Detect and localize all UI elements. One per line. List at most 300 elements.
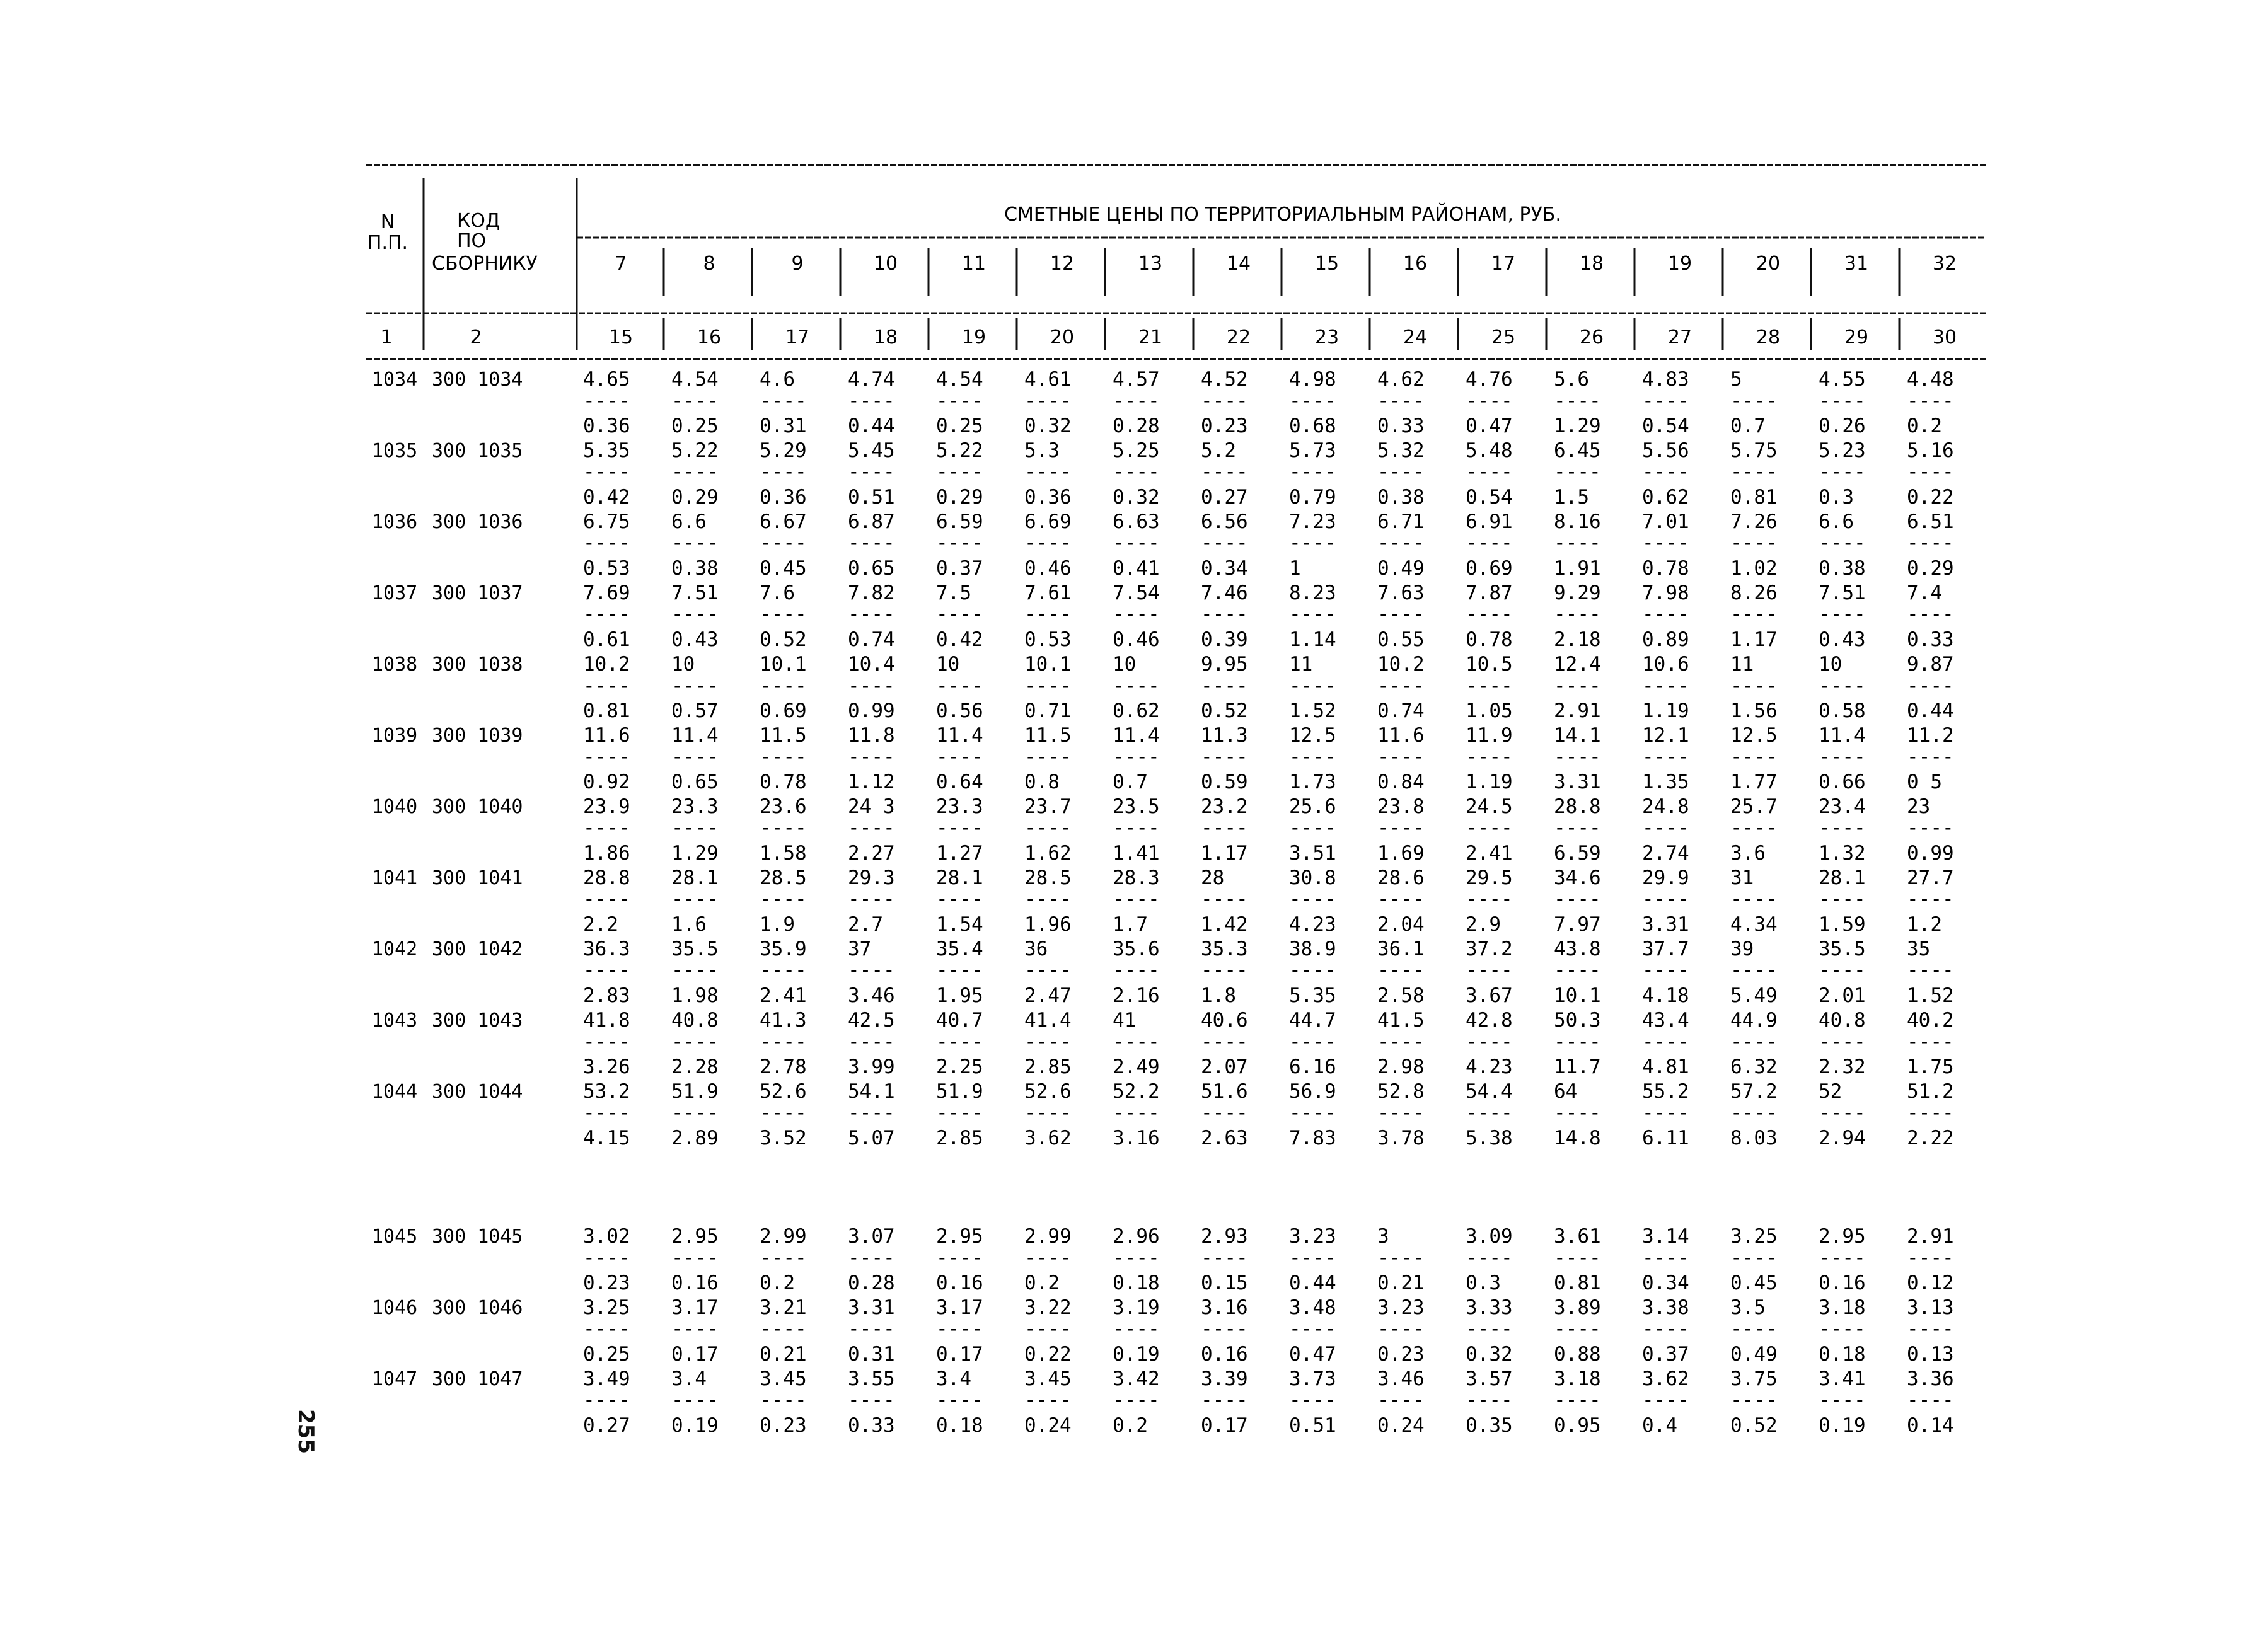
fraction-bar: ---- bbox=[760, 389, 807, 412]
price-value: 2.95 bbox=[1819, 1225, 1866, 1248]
header-col-num-line1: N bbox=[380, 211, 395, 233]
price-value: 23.4 bbox=[1819, 795, 1866, 818]
below-bar-value: 2.04 bbox=[1377, 913, 1425, 936]
row-number: 1045 bbox=[372, 1226, 418, 1248]
district-header-9: 9 bbox=[791, 253, 804, 275]
below-bar-value: 3.26 bbox=[583, 1056, 630, 1078]
below-bar-value: 0.4 bbox=[1642, 1414, 1677, 1437]
below-bar-value: 0.42 bbox=[936, 628, 983, 651]
price-value: 11.2 bbox=[1907, 724, 1954, 747]
below-bar-value: 1.91 bbox=[1554, 557, 1601, 580]
fraction-bar: ---- bbox=[936, 746, 983, 768]
fraction-bar: ---- bbox=[848, 603, 895, 626]
price-value: 6.91 bbox=[1466, 510, 1513, 533]
below-bar-value: 0.92 bbox=[583, 771, 630, 793]
fraction-bar: ---- bbox=[1289, 461, 1336, 483]
table-row bbox=[372, 867, 1954, 936]
below-bar-value: 0.59 bbox=[1201, 771, 1248, 793]
below-bar-value: 1.32 bbox=[1819, 842, 1866, 865]
price-value: 24.8 bbox=[1642, 795, 1689, 818]
fraction-bar: ---- bbox=[1554, 532, 1601, 555]
below-bar-value: 3.62 bbox=[1024, 1127, 1072, 1149]
fraction-bar: ---- bbox=[671, 461, 719, 483]
fraction-bar: ---- bbox=[583, 817, 630, 839]
fraction-bar: ---- bbox=[1730, 1247, 1778, 1269]
fraction-bar: ---- bbox=[1554, 746, 1601, 768]
below-bar-value: 1.02 bbox=[1730, 557, 1778, 580]
price-value: 3.45 bbox=[760, 1368, 807, 1390]
fraction-bar: ---- bbox=[1466, 532, 1513, 555]
below-bar-value: 0.23 bbox=[1377, 1343, 1425, 1366]
below-bar-value: 0.36 bbox=[760, 486, 807, 509]
price-value: 3.21 bbox=[760, 1296, 807, 1319]
index-header-26: 26 bbox=[1579, 326, 1604, 348]
fraction-bar: ---- bbox=[1730, 389, 1778, 412]
price-value: 3.45 bbox=[1024, 1368, 1072, 1390]
price-value: 7.54 bbox=[1113, 582, 1160, 604]
fraction-bar: ---- bbox=[848, 1247, 895, 1269]
fraction-bar: ---- bbox=[583, 1247, 630, 1269]
fraction-bar: ---- bbox=[1377, 461, 1425, 483]
price-value: 40.6 bbox=[1201, 1009, 1248, 1032]
row-code: 300 1046 bbox=[432, 1297, 523, 1319]
fraction-bar: ---- bbox=[1466, 1030, 1513, 1053]
price-value: 53.2 bbox=[583, 1080, 630, 1103]
fraction-bar: ---- bbox=[1201, 1318, 1248, 1340]
fraction-bar: ---- bbox=[1377, 888, 1425, 911]
below-bar-value: 0.81 bbox=[583, 700, 630, 722]
fraction-bar: ---- bbox=[1819, 603, 1866, 626]
row-number: 1043 bbox=[372, 1010, 418, 1032]
below-bar-value: 2.74 bbox=[1642, 842, 1689, 865]
price-value: 5.35 bbox=[583, 439, 630, 462]
price-value: 6.87 bbox=[848, 510, 895, 533]
below-bar-value: 3.6 bbox=[1730, 842, 1766, 865]
fraction-bar: ---- bbox=[583, 461, 630, 483]
fraction-bar: ---- bbox=[1819, 674, 1866, 697]
fraction-bar: ---- bbox=[1907, 1030, 1954, 1053]
price-value: 3.31 bbox=[848, 1296, 895, 1319]
price-value: 43.8 bbox=[1554, 938, 1601, 960]
index-header-21: 21 bbox=[1138, 326, 1163, 348]
below-bar-value: 4.23 bbox=[1289, 913, 1336, 936]
below-bar-value: 0.19 bbox=[671, 1414, 719, 1437]
fraction-bar: ---- bbox=[1113, 959, 1160, 982]
fraction-bar: ---- bbox=[1113, 1102, 1160, 1124]
fraction-bar: ---- bbox=[583, 888, 630, 911]
below-bar-value: 1.77 bbox=[1730, 771, 1778, 793]
table-row bbox=[372, 1225, 1954, 1294]
price-value: 5.22 bbox=[671, 439, 719, 462]
price-value: 4.83 bbox=[1642, 368, 1689, 391]
price-value: 2.91 bbox=[1907, 1225, 1954, 1248]
fraction-bar: ---- bbox=[671, 603, 719, 626]
price-value: 44.9 bbox=[1730, 1009, 1778, 1032]
fraction-bar: ---- bbox=[1201, 1247, 1248, 1269]
below-bar-value: 1.96 bbox=[1024, 913, 1072, 936]
fraction-bar: ---- bbox=[1113, 888, 1160, 911]
below-bar-value: 0.46 bbox=[1113, 628, 1160, 651]
district-header-12: 12 bbox=[1050, 253, 1075, 275]
price-value: 6.75 bbox=[583, 510, 630, 533]
price-value: 28.1 bbox=[1819, 867, 1866, 889]
below-bar-value: 0.62 bbox=[1113, 700, 1160, 722]
price-value: 3.89 bbox=[1554, 1296, 1601, 1319]
fraction-bar: ---- bbox=[936, 888, 983, 911]
table-body bbox=[372, 368, 1954, 1437]
price-value: 51.6 bbox=[1201, 1080, 1248, 1103]
below-bar-value: 0.81 bbox=[1730, 486, 1778, 509]
below-bar-value: 5.49 bbox=[1730, 984, 1778, 1007]
fraction-bar: ---- bbox=[1024, 1389, 1072, 1412]
fraction-bar: ---- bbox=[1289, 817, 1336, 839]
below-bar-value: 0.88 bbox=[1554, 1343, 1601, 1366]
below-bar-value: 0.15 bbox=[1201, 1272, 1248, 1294]
price-value: 41.5 bbox=[1377, 1009, 1425, 1032]
fraction-bar: ---- bbox=[1730, 1030, 1778, 1053]
below-bar-value: 0.24 bbox=[1024, 1414, 1072, 1437]
price-value: 3.17 bbox=[671, 1296, 719, 1319]
price-value: 3.02 bbox=[583, 1225, 630, 1248]
fraction-bar: ---- bbox=[848, 461, 895, 483]
price-value: 6.67 bbox=[760, 510, 807, 533]
fraction-bar: ---- bbox=[1730, 959, 1778, 982]
below-bar-value: 2.22 bbox=[1907, 1127, 1954, 1149]
price-value: 28.5 bbox=[1024, 867, 1072, 889]
fraction-bar: ---- bbox=[1907, 461, 1954, 483]
district-header-32: 32 bbox=[1932, 253, 1957, 275]
fraction-bar: ---- bbox=[1642, 817, 1689, 839]
below-bar-value: 0.21 bbox=[1377, 1272, 1425, 1294]
fraction-bar: ---- bbox=[1730, 461, 1778, 483]
price-value: 3.07 bbox=[848, 1225, 895, 1248]
below-bar-value: 6.11 bbox=[1642, 1127, 1689, 1149]
table-row bbox=[372, 724, 1954, 793]
table-row bbox=[372, 582, 1954, 651]
price-value: 12.5 bbox=[1730, 724, 1778, 747]
price-value: 12.4 bbox=[1554, 653, 1601, 676]
fraction-bar: ---- bbox=[1201, 603, 1248, 626]
fraction-bar: ---- bbox=[1201, 1102, 1248, 1124]
price-value: 2.99 bbox=[760, 1225, 807, 1248]
row-code: 300 1038 bbox=[432, 654, 523, 676]
index-header-25: 25 bbox=[1491, 326, 1516, 348]
price-value: 27.7 bbox=[1907, 867, 1954, 889]
below-bar-value: 0.74 bbox=[848, 628, 895, 651]
price-value: 23.5 bbox=[1113, 795, 1160, 818]
price-value: 7.63 bbox=[1377, 582, 1425, 604]
price-value: 40.8 bbox=[671, 1009, 719, 1032]
price-value: 28 bbox=[1201, 867, 1225, 889]
price-value: 5.75 bbox=[1730, 439, 1778, 462]
fraction-bar: ---- bbox=[671, 959, 719, 982]
fraction-bar: ---- bbox=[583, 1318, 630, 1340]
below-bar-value: 1.19 bbox=[1466, 771, 1513, 793]
price-value: 54.4 bbox=[1466, 1080, 1513, 1103]
fraction-bar: ---- bbox=[936, 532, 983, 555]
fraction-bar: ---- bbox=[936, 817, 983, 839]
price-value: 4.62 bbox=[1377, 368, 1425, 391]
price-value: 7.4 bbox=[1907, 582, 1942, 604]
below-bar-value: 0.14 bbox=[1907, 1414, 1954, 1437]
below-bar-value: 5.38 bbox=[1466, 1127, 1513, 1149]
price-value: 3.73 bbox=[1289, 1368, 1336, 1390]
below-bar-value: 7.83 bbox=[1289, 1127, 1336, 1149]
below-bar-value: 0.33 bbox=[1377, 415, 1425, 437]
price-value: 7.01 bbox=[1642, 510, 1689, 533]
fraction-bar: ---- bbox=[1642, 959, 1689, 982]
below-bar-value: 1.41 bbox=[1113, 842, 1160, 865]
fraction-bar: ---- bbox=[671, 1030, 719, 1053]
price-value: 11.6 bbox=[583, 724, 630, 747]
fraction-bar: ---- bbox=[1554, 1247, 1601, 1269]
price-value: 30.8 bbox=[1289, 867, 1336, 889]
price-value: 37 bbox=[848, 938, 872, 960]
below-bar-value: 0.8 bbox=[1024, 771, 1060, 793]
price-value: 9.29 bbox=[1554, 582, 1601, 604]
below-bar-value: 0.81 bbox=[1554, 1272, 1601, 1294]
price-value: 3.18 bbox=[1819, 1296, 1866, 1319]
price-value: 3.25 bbox=[1730, 1225, 1778, 1248]
price-value: 36 bbox=[1024, 938, 1048, 960]
row-number: 1042 bbox=[372, 938, 418, 960]
table-row bbox=[372, 1296, 1954, 1366]
fraction-bar: ---- bbox=[1289, 1247, 1336, 1269]
price-value: 8.26 bbox=[1730, 582, 1778, 604]
below-bar-value: 3.31 bbox=[1642, 913, 1689, 936]
price-value: 11 bbox=[1289, 653, 1313, 676]
fraction-bar: ---- bbox=[1819, 389, 1866, 412]
below-bar-value: 3.52 bbox=[760, 1127, 807, 1149]
price-value: 8.16 bbox=[1554, 510, 1601, 533]
price-value: 12.1 bbox=[1642, 724, 1689, 747]
below-bar-value: 0.19 bbox=[1819, 1414, 1866, 1437]
below-bar-value: 0.55 bbox=[1377, 628, 1425, 651]
fraction-bar: ---- bbox=[1113, 1318, 1160, 1340]
price-value: 11.9 bbox=[1466, 724, 1513, 747]
fraction-bar: ---- bbox=[1819, 888, 1866, 911]
price-value: 10.4 bbox=[848, 653, 895, 676]
header-title: СМЕТНЫЕ ЦЕНЫ ПО ТЕРРИТОРИАЛЬНЫМ РАЙОНАМ, РУБ. bbox=[1004, 204, 1561, 226]
fraction-bar: ---- bbox=[1466, 746, 1513, 768]
below-bar-value: 0.68 bbox=[1289, 415, 1336, 437]
fraction-bar: ---- bbox=[1201, 959, 1248, 982]
below-bar-value: 2.01 bbox=[1819, 984, 1866, 1007]
price-value: 5.45 bbox=[848, 439, 895, 462]
below-bar-value: 2.27 bbox=[848, 842, 895, 865]
below-bar-value: 0.41 bbox=[1113, 557, 1160, 580]
below-bar-value: 3.78 bbox=[1377, 1127, 1425, 1149]
below-bar-value: 0.16 bbox=[1819, 1272, 1866, 1294]
below-bar-value: 2.25 bbox=[936, 1056, 983, 1078]
fraction-bar: ---- bbox=[760, 1247, 807, 1269]
price-value: 5.25 bbox=[1113, 439, 1160, 462]
fraction-bar: ---- bbox=[1201, 746, 1248, 768]
fraction-bar: ---- bbox=[1642, 389, 1689, 412]
fraction-bar: ---- bbox=[848, 1389, 895, 1412]
header-col-num-line2: П.П. bbox=[367, 232, 408, 254]
below-bar-value: 1.2 bbox=[1907, 913, 1942, 936]
fraction-bar: ---- bbox=[1819, 1102, 1866, 1124]
price-value: 38.9 bbox=[1289, 938, 1336, 960]
below-bar-value: 14.8 bbox=[1554, 1127, 1601, 1149]
below-bar-value: 1.56 bbox=[1730, 700, 1778, 722]
fraction-bar: ---- bbox=[760, 1102, 807, 1124]
fraction-bar: ---- bbox=[760, 817, 807, 839]
fraction-bar: ---- bbox=[1730, 817, 1778, 839]
price-value: 35.3 bbox=[1201, 938, 1248, 960]
price-value: 7.98 bbox=[1642, 582, 1689, 604]
below-bar-value: 2.2 bbox=[583, 913, 618, 936]
table-row bbox=[372, 1009, 1954, 1078]
fraction-bar: ---- bbox=[760, 532, 807, 555]
below-bar-value: 1.29 bbox=[1554, 415, 1601, 437]
price-value: 28.6 bbox=[1377, 867, 1425, 889]
row-number: 1036 bbox=[372, 511, 418, 533]
price-value: 10.6 bbox=[1642, 653, 1689, 676]
below-bar-value: 0.2 bbox=[1113, 1414, 1148, 1437]
below-bar-value: 5.35 bbox=[1289, 984, 1336, 1007]
below-bar-value: 2.58 bbox=[1377, 984, 1425, 1007]
fraction-bar: ---- bbox=[1024, 461, 1072, 483]
fraction-bar: ---- bbox=[1113, 1030, 1160, 1053]
price-value: 28.3 bbox=[1113, 867, 1160, 889]
fraction-bar: ---- bbox=[583, 959, 630, 982]
below-bar-value: 0.38 bbox=[1819, 557, 1866, 580]
below-bar-value: 2.47 bbox=[1024, 984, 1072, 1007]
below-bar-value: 2.78 bbox=[760, 1056, 807, 1078]
row-number: 1037 bbox=[372, 582, 418, 604]
fraction-bar: ---- bbox=[936, 461, 983, 483]
fraction-bar: ---- bbox=[1907, 746, 1954, 768]
below-bar-value: 8.03 bbox=[1730, 1127, 1778, 1149]
below-bar-value: 0.2 bbox=[1024, 1272, 1060, 1294]
row-code: 300 1034 bbox=[432, 369, 523, 391]
fraction-bar: ---- bbox=[671, 674, 719, 697]
row-number: 1039 bbox=[372, 725, 418, 747]
below-bar-value: 1.35 bbox=[1642, 771, 1689, 793]
fraction-bar: ---- bbox=[671, 1318, 719, 1340]
below-bar-value: 0.52 bbox=[1201, 700, 1248, 722]
price-value: 3.62 bbox=[1642, 1368, 1689, 1390]
price-value: 5 bbox=[1730, 368, 1742, 391]
price-value: 44.7 bbox=[1289, 1009, 1336, 1032]
price-value: 3.36 bbox=[1907, 1368, 1954, 1390]
below-bar-value: 0.99 bbox=[848, 700, 895, 722]
below-bar-value: 3.16 bbox=[1113, 1127, 1160, 1149]
fraction-bar: ---- bbox=[1377, 746, 1425, 768]
district-header-8: 8 bbox=[703, 253, 715, 275]
fraction-bar: ---- bbox=[1730, 1389, 1778, 1412]
price-value: 3.19 bbox=[1113, 1296, 1160, 1319]
below-bar-value: 0.16 bbox=[936, 1272, 983, 1294]
price-value: 50.3 bbox=[1554, 1009, 1601, 1032]
price-value: 23.6 bbox=[760, 795, 807, 818]
price-value: 29.9 bbox=[1642, 867, 1689, 889]
header-code-line3: СБОРНИКУ bbox=[432, 253, 538, 275]
fraction-bar: ---- bbox=[1377, 1102, 1425, 1124]
price-value: 6.45 bbox=[1554, 439, 1601, 462]
below-bar-value: 0.24 bbox=[1377, 1414, 1425, 1437]
below-bar-value: 0.79 bbox=[1289, 486, 1336, 509]
fraction-bar: ---- bbox=[1377, 817, 1425, 839]
fraction-bar: ---- bbox=[583, 1030, 630, 1053]
price-value: 3.13 bbox=[1907, 1296, 1954, 1319]
fraction-bar: ---- bbox=[848, 817, 895, 839]
below-bar-value: 0.21 bbox=[760, 1343, 807, 1366]
fraction-bar: ---- bbox=[1113, 1247, 1160, 1269]
fraction-bar: ---- bbox=[1113, 746, 1160, 768]
price-value: 3.33 bbox=[1466, 1296, 1513, 1319]
below-bar-value: 0.22 bbox=[1024, 1343, 1072, 1366]
district-header-14: 14 bbox=[1226, 253, 1251, 275]
fraction-bar: ---- bbox=[1201, 888, 1248, 911]
below-bar-value: 0.53 bbox=[1024, 628, 1072, 651]
price-value: 6.51 bbox=[1907, 510, 1954, 533]
below-bar-value: 0.58 bbox=[1819, 700, 1866, 722]
fraction-bar: ---- bbox=[760, 603, 807, 626]
index-header-30: 30 bbox=[1932, 326, 1957, 348]
price-value: 55.2 bbox=[1642, 1080, 1689, 1103]
district-header-31: 31 bbox=[1844, 253, 1869, 275]
index-header-18: 18 bbox=[873, 326, 898, 348]
fraction-bar: ---- bbox=[1819, 1247, 1866, 1269]
price-value: 10 bbox=[936, 653, 960, 676]
below-bar-value: 1.69 bbox=[1377, 842, 1425, 865]
below-bar-value: 0.47 bbox=[1289, 1343, 1336, 1366]
below-bar-value: 0.32 bbox=[1466, 1343, 1513, 1366]
below-bar-value: 11.7 bbox=[1554, 1056, 1601, 1078]
price-value: 3.57 bbox=[1466, 1368, 1513, 1390]
below-bar-value: 0.27 bbox=[1201, 486, 1248, 509]
price-value: 52.2 bbox=[1113, 1080, 1160, 1103]
fraction-bar: ---- bbox=[1377, 1247, 1425, 1269]
below-bar-value: 4.34 bbox=[1730, 913, 1778, 936]
below-bar-value: 0.47 bbox=[1466, 415, 1513, 437]
fraction-bar: ---- bbox=[1730, 1318, 1778, 1340]
fraction-bar: ---- bbox=[1642, 1247, 1689, 1269]
below-bar-value: 2.28 bbox=[671, 1056, 719, 1078]
price-value: 9.87 bbox=[1907, 653, 1954, 676]
below-bar-value: 2.7 bbox=[848, 913, 883, 936]
index-header-23: 23 bbox=[1314, 326, 1339, 348]
below-bar-value: 0 5 bbox=[1907, 771, 1942, 793]
price-value: 51.9 bbox=[671, 1080, 719, 1103]
fraction-bar: ---- bbox=[1289, 674, 1336, 697]
below-bar-value: 0.3 bbox=[1819, 486, 1854, 509]
fraction-bar: ---- bbox=[760, 674, 807, 697]
price-value: 36.1 bbox=[1377, 938, 1425, 960]
price-value: 12.5 bbox=[1289, 724, 1336, 747]
price-value: 7.61 bbox=[1024, 582, 1072, 604]
price-value: 28.8 bbox=[583, 867, 630, 889]
below-bar-value: 2.91 bbox=[1554, 700, 1601, 722]
price-value: 52.6 bbox=[760, 1080, 807, 1103]
below-bar-value: 0.43 bbox=[1819, 628, 1866, 651]
below-bar-value: 1.62 bbox=[1024, 842, 1072, 865]
price-value: 6.59 bbox=[936, 510, 983, 533]
district-header-10: 10 bbox=[873, 253, 898, 275]
price-value: 3.22 bbox=[1024, 1296, 1072, 1319]
fraction-bar: ---- bbox=[848, 888, 895, 911]
fraction-bar: ---- bbox=[1554, 1318, 1601, 1340]
price-value: 8.23 bbox=[1289, 582, 1336, 604]
below-bar-value: 0.44 bbox=[848, 415, 895, 437]
fraction-bar: ---- bbox=[760, 1030, 807, 1053]
fraction-bar: ---- bbox=[1466, 461, 1513, 483]
price-value: 5.3 bbox=[1024, 439, 1060, 462]
below-bar-value: 3.67 bbox=[1466, 984, 1513, 1007]
